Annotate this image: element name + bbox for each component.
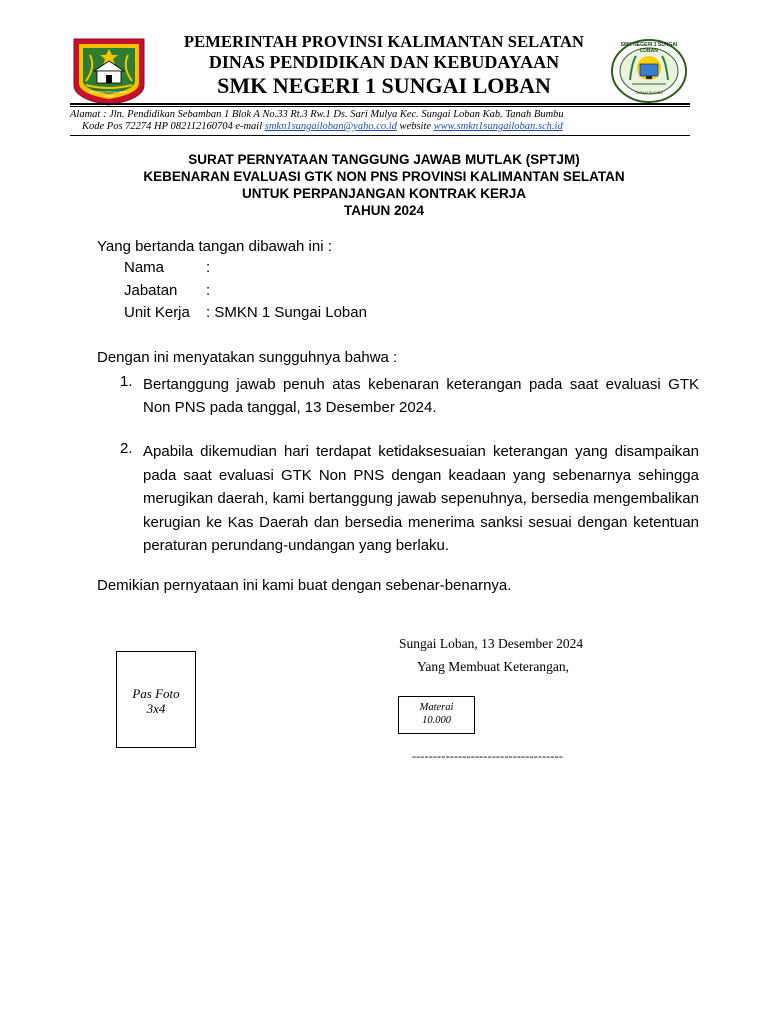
school-emblem-text: SMK NEGERI 1 SUNGAI LOBAN [620, 42, 678, 54]
website-link[interactable]: www.smkn1sungailoban.sch.id [433, 121, 563, 132]
document-title-line-1: SURAT PERNYATAAN TANGGUNG JAWAB MUTLAK (SPTJM) [188, 152, 580, 167]
signature-line: ------------------------------------ [412, 749, 564, 763]
field-unit-label: Unit Kerja [124, 304, 190, 321]
signer-role: Yang Membuat Keterangan, [417, 659, 569, 674]
contact-text: Kode Pos 72274 HP 082112160704 e-mail [82, 121, 265, 132]
intro-text: Yang bertanda tangan dibawah ini : [97, 238, 332, 255]
photo-size: 3x4 [146, 701, 166, 716]
photo-label: Pas Foto [132, 686, 180, 701]
document-title-line-4: TAHUN 2024 [343, 203, 425, 218]
stamp-value: 10.000 [422, 715, 451, 726]
field-name-label: Nama [124, 259, 165, 276]
school-emblem-motto: TASAH BUMBU [634, 90, 664, 95]
address-text: Alamat : Jln. Pendidikan Sebamban 1 Blok A No.33 Rt.3 Rw.1 Ds. Sari Mulya Kec. Sungai Loban Kab. Tanah Bumbu [70, 109, 564, 120]
email-link[interactable]: smkn1sungailoban@yaho.co.id [264, 121, 397, 132]
address-line-2 [82, 121, 702, 132]
point-1-text: Bertanggung jawab penuh atas kebenaran keterangan pada saat evaluasi GTK Non PNS pada tanggal, 13 Desember 2024. [143, 376, 699, 416]
photo-placeholder-box [116, 651, 196, 748]
field-position-value: : [206, 282, 211, 299]
revenue-stamp-box [398, 696, 475, 734]
field-name-value: : [206, 259, 211, 276]
header-government: PEMERINTAH PROVINSI KALIMANTAN SELATAN [184, 32, 584, 51]
document-title-line-3: UNTUK PERPANJANGAN KONTRAK KERJA [241, 186, 526, 201]
point-1-number: 1. [120, 373, 133, 390]
address-line-1 [70, 109, 690, 120]
point-2-number: 2. [120, 440, 133, 457]
header-divider-thick [70, 103, 690, 105]
closing-text: Demikian pernyataan ini kami buat dengan sebenar-benarnya. [97, 577, 512, 594]
emblem-motto: BERSUJUD SUNGAI, TOGAQ TANAH [89, 90, 129, 98]
field-position-label: Jabatan [124, 282, 178, 299]
header-department: DINAS PENDIDIKAN DAN KEBUDAYAAN [208, 52, 560, 72]
field-unit-value: : SMKN 1 Sungai Loban [206, 304, 367, 321]
address-divider [70, 135, 690, 136]
stamp-label: Materai [419, 702, 454, 713]
point-2-text: Apabila dikemudian hari terdapat ketidaksesuaian keterangan yang disampaikan pada saat evaluasi GTK Non PNS dengan keadaan yang sebenarnya sehingga merugikan daerah, kami bertanggung jawab sepenuhnya, bersedia mengembalikan kerugian ke Kas Daerah dan bersedia menerima sanksi sesuai dengan ketentuan peraturan perundang-undangan yang berlaku. [143, 443, 699, 554]
place-date: Sungai Loban, 13 Desember 2024 [399, 636, 584, 651]
website-label: website [396, 121, 434, 132]
statement-intro: Dengan ini menyatakan sungguhnya bahwa : [97, 349, 398, 366]
document-title-line-2: KEBENARAN EVALUASI GTK NON PNS PROVINSI KALIMANTAN SELATAN [143, 169, 625, 184]
header-divider-thin [70, 106, 690, 107]
header-school-name: SMK NEGERI 1 SUNGAI LOBAN [217, 73, 551, 98]
